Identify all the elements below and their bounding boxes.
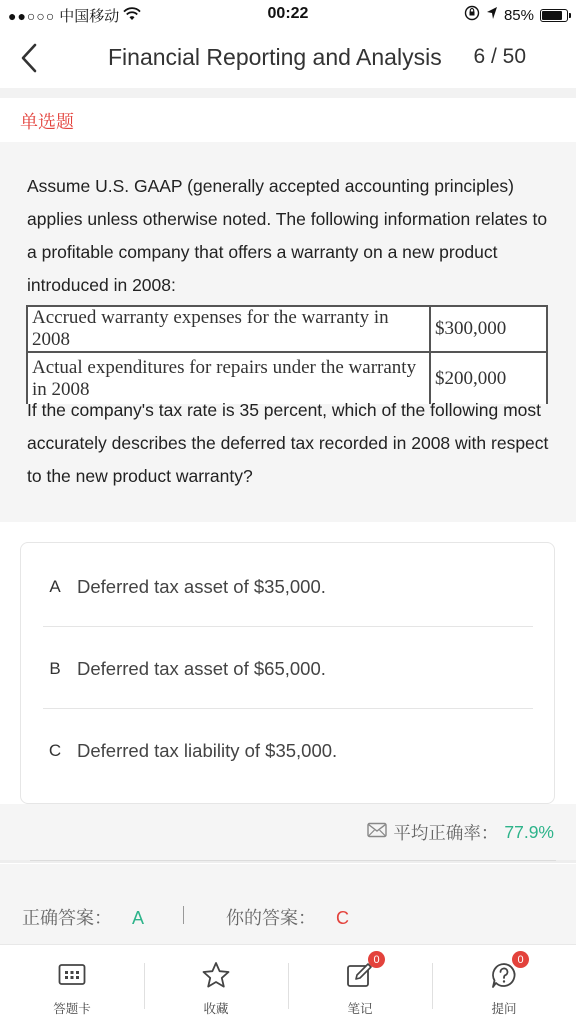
table-cell-label: Actual expenditures for repairs under the warranty in 2008 <box>27 352 430 404</box>
table-cell-value: $200,000 <box>430 352 547 404</box>
star-icon <box>200 959 232 991</box>
option-divider <box>43 626 533 627</box>
option-text: Deferred tax asset of $35,000. <box>77 576 326 597</box>
signal-icon: ●●○○○ <box>8 7 56 24</box>
tab-label: 答题卡 <box>53 1002 91 1016</box>
correct-answer-value: A <box>132 908 145 928</box>
battery-icon <box>540 9 568 22</box>
correct-answer-label: 正确答案： <box>22 908 112 928</box>
status-bar <box>0 0 576 28</box>
battery-percent: 85% <box>503 6 534 24</box>
question-table <box>26 305 548 404</box>
ask-badge: 0 <box>512 951 529 968</box>
option-letter: A <box>49 577 61 596</box>
tab-favorite[interactable] <box>144 945 288 1025</box>
my-answer-value: C <box>336 908 349 928</box>
page-indicator: 6 / 50 <box>473 45 526 68</box>
option-text: Deferred tax asset of $65,000. <box>77 658 326 679</box>
back-button[interactable] <box>12 40 46 76</box>
option-b[interactable] <box>43 629 533 709</box>
option-divider <box>43 708 533 709</box>
bottom-tab-bar <box>0 944 576 1024</box>
tab-notes[interactable] <box>288 945 432 1025</box>
answer-separator <box>183 906 184 924</box>
mail-icon[interactable] <box>367 822 387 843</box>
table-cell-value: $300,000 <box>430 306 547 352</box>
section-divider-line <box>30 860 556 861</box>
tab-label: 收藏 <box>203 1002 229 1016</box>
question-panel <box>0 142 576 522</box>
nav-bar <box>0 28 576 88</box>
correct-answer <box>22 904 144 930</box>
question-intro: Assume U.S. GAAP (generally accepted accounting principles) applies unless otherwise noted. The following information relates to a profitable company that offers a warranty on a new product introduced in 2008: <box>27 176 548 295</box>
note-edit-icon <box>344 953 380 991</box>
answers-row <box>0 864 576 944</box>
status-right <box>464 5 568 25</box>
page-title: Financial Reporting and Analysis <box>108 44 442 70</box>
status-time: 00:22 <box>267 5 309 22</box>
tab-ask[interactable] <box>432 945 576 1025</box>
option-a[interactable] <box>43 547 533 627</box>
chevron-left-icon <box>20 43 38 73</box>
option-c[interactable] <box>43 711 533 791</box>
question-type-label: 单选题 <box>20 112 74 132</box>
carrier-name: 中国移动 <box>59 8 120 25</box>
options-card <box>20 542 555 804</box>
accuracy-value: 77.9% <box>504 822 554 842</box>
accuracy-label: 平均正确率： <box>393 823 499 843</box>
table-cell-label: Accrued warranty expenses for the warranty in 2008 <box>27 306 430 352</box>
notes-badge: 0 <box>368 951 385 968</box>
tab-label: 笔记 <box>347 1002 373 1016</box>
table-row <box>27 306 547 352</box>
option-text: Deferred tax liability of $35,000. <box>77 740 338 761</box>
option-letter: B <box>49 659 61 678</box>
my-answer-label: 你的答案： <box>226 908 316 928</box>
my-answer <box>226 904 349 930</box>
accuracy-row <box>367 820 554 845</box>
answer-card-icon <box>56 959 88 991</box>
option-letter: C <box>48 741 62 760</box>
tab-label: 提问 <box>491 1002 517 1016</box>
location-icon <box>486 6 498 24</box>
header-divider <box>0 88 576 98</box>
question-prompt: If the company's tax rate is 35 percent, which of the following most accurately describes the deferred tax recorded in 2008 with respect to the new product warranty? <box>27 400 549 486</box>
orientation-lock-icon <box>464 5 480 25</box>
question-bubble-icon <box>488 953 524 991</box>
tab-answer-card[interactable] <box>0 945 144 1025</box>
